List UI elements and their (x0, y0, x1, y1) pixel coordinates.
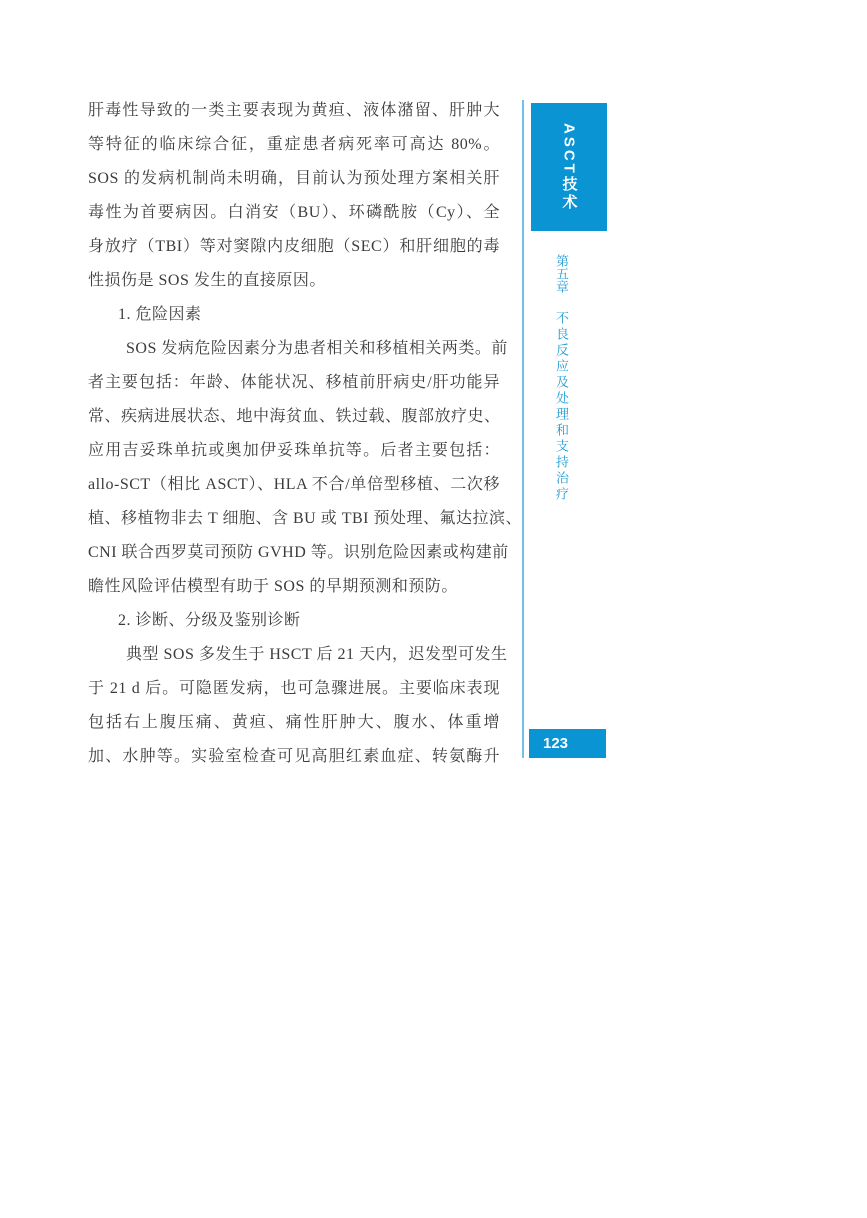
body-text-block (88, 94, 522, 774)
page-number-badge (529, 729, 606, 758)
page-number: 123 (543, 735, 569, 752)
text-line: 典型 SOS 多发生于 HSCT 后 21 天内，迟发型可发生 (126, 646, 508, 663)
chapter-title: 不良反应及处理和支持治疗 (554, 310, 569, 503)
text-line: SOS 的发病机制尚未明确，目前认为预处理方案相关肝 (88, 170, 500, 187)
text-line: 包括右上腹压痛、黄疸、痛性肝肿大、腹水、体重增 (88, 714, 500, 731)
text-line: 瞻性风险评估模型有助于 SOS 的早期预测和预防。 (88, 578, 458, 595)
text-line: 加、水肿等。实验室检查可见高胆红素血症、转氨酶升 (88, 748, 500, 765)
section-heading: 1. 危险因素 (118, 306, 202, 323)
chapter-tab (531, 103, 607, 231)
text-line: 于 21 d 后。可隐匿发病，也可急骤进展。主要临床表现 (88, 680, 500, 697)
text-line: 应用吉妥珠单抗或奥加伊妥珠单抗等。后者主要包括： (88, 442, 500, 459)
text-line: 肝毒性导致的一类主要表现为黄疸、液体潴留、肝肿大 (88, 102, 500, 119)
text-line: 植、移植物非去 T 细胞、含 BU 或 TBI 预处理、氟达拉滨、 (88, 510, 522, 527)
chapter-title-block (548, 254, 574, 504)
section-heading: 2. 诊断、分级及鉴别诊断 (118, 612, 301, 629)
chapter-tab-label: ASCT技术 (560, 122, 578, 212)
text-line: 毒性为首要病因。白消安（BU）、环磷酰胺（Cy）、全 (88, 204, 500, 221)
text-line: 者主要包括：年龄、体能状况、移植前肝病史/肝功能异 (88, 374, 500, 391)
text-line: 性损伤是 SOS 发生的直接原因。 (88, 272, 326, 289)
text-line: 等特征的临床综合征，重症患者病死率可高达 80%。 (88, 136, 500, 153)
text-line: 常、疾病进展状态、地中海贫血、铁过载、腹部放疗史、 (88, 408, 501, 425)
sidebar-rule (522, 100, 524, 758)
text-line: 身放疗（TBI）等对窦隙内皮细胞（SEC）和肝细胞的毒 (88, 238, 500, 255)
text-line: allo-SCT（相比 ASCT）、HLA 不合/单倍型移植、二次移 (88, 476, 500, 493)
text-line: SOS 发病危险因素分为患者相关和移植相关两类。前 (126, 340, 508, 357)
chapter-number: 第五章 (554, 254, 569, 293)
text-line: CNI 联合西罗莫司预防 GVHD 等。识别危险因素或构建前 (88, 544, 509, 561)
